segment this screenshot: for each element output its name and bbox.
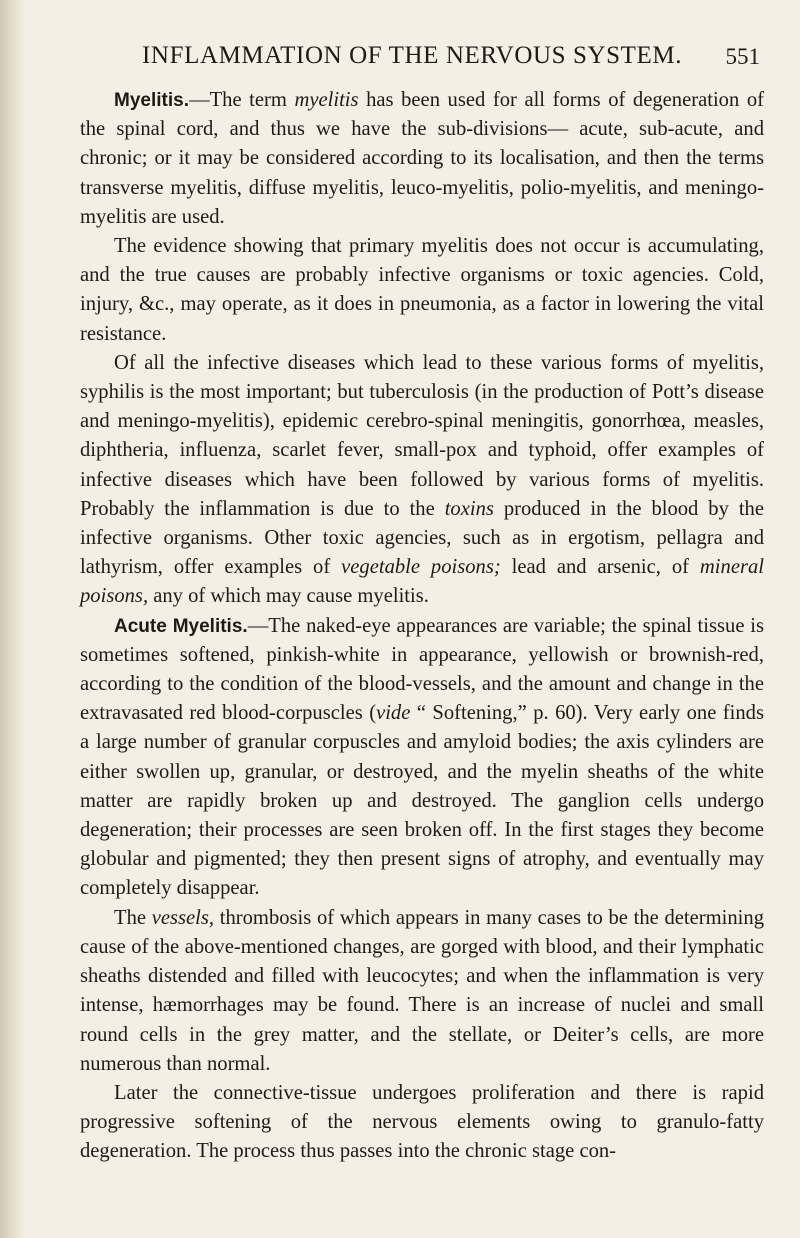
text-run: produced in the blood by the infective organisms. Other toxic agencies, such as in ergotism, pellagra and lathyrism, offer examples of (80, 497, 764, 579)
page-header (80, 42, 760, 78)
text-run: Later the connective-tissue undergoes proliferation and there is rapid progressive softening of the nervous elements owing to granulo-fatty degeneration. The process thus passes into the chronic stage con- (80, 1081, 764, 1163)
section-heading-acute-myelitis: Acute Myelitis. (114, 615, 248, 637)
paragraph-causes (80, 232, 764, 349)
paragraph-later-stage (80, 1079, 764, 1167)
italic-term: toxins (444, 497, 494, 520)
text-run: Of all the infective diseases which lead to these various forms of myelitis, syphilis is the most important; but tuberculosis (in the production of Pott’s disease and meningo-myelitis), epidemic cerebro-spinal meningitis, gonorrhœa, measles, diphtheria, influenza, scarlet fever, small-pox and typhoid, offer examples of infective diseases which have been followed by various forms of myelitis. Probably the inflammation is due to the (80, 351, 764, 520)
paragraph-acute-myelitis (80, 612, 764, 904)
paragraph-infective-diseases (80, 349, 764, 612)
italic-term: mineral poisons, (80, 556, 764, 608)
page-body (80, 86, 764, 1167)
section-heading-myelitis: Myelitis. (114, 90, 189, 111)
text-run: —The naked-eye appearances are variable; the spinal tissue is sometimes softened, pinkish-white in appearance, yellowish or brownish-red, according to the condition of the blood-vessels, and the amount and change in the extravasated red blood-corpuscles ( (80, 614, 764, 725)
italic-term: vide (376, 702, 411, 725)
text-run: —The term (188, 89, 295, 111)
running-head: INFLAMMATION OF THE NERVOUS SYSTEM. (142, 42, 683, 69)
italic-term: vegetable poisons; (341, 556, 501, 579)
text-run: lead and arsenic, of (500, 556, 700, 579)
page-gutter-shadow (0, 0, 26, 1238)
text-run: The evidence showing that primary myelitis does not occur is accumulating, and the true causes are probably infective organisms or toxic agencies. Cold, injury, &c., may operate, as it does in pneumonia, as a factor in lowering the vital resistance. (80, 235, 764, 345)
text-run: has been used for all forms of degeneration of the spinal cord, and thus we have the sub-divisions— acute, sub-acute, and chronic; or it may be considered according to its localisation, and then the terms transverse myelitis, diffuse myelitis, leuco-myelitis, polio-myelitis, and meningo-myelitis are used. (80, 89, 764, 228)
page-number: 551 (725, 44, 760, 69)
paragraph-myelitis (80, 86, 764, 232)
italic-term: vessels, (151, 906, 215, 929)
text-run: The (114, 906, 152, 929)
paragraph-vessels (80, 904, 764, 1079)
italic-term: myelitis (294, 89, 359, 111)
text-run: any of which may cause myelitis. (148, 585, 429, 608)
text-run: “ Softening,” p. 60). Very early one finds a large number of granular corpuscles and amyloid bodies; the axis cylinders are either swollen up, granular, or destroyed, and the myelin sheaths of the white matter are rapidly broken up and destroyed. The ganglion cells undergo degeneration; their processes are seen broken off. In the first stages they become globular and pigmented; they then present signs of atrophy, and eventually may completely disappear. (80, 702, 764, 900)
text-run: thrombosis of which appears in many cases to be the determining cause of the above-mentioned changes, are gorged with blood, and their lymphatic sheaths distended and filled with leucocytes; and when the inflammation is very intense, hæmorrhages may be found. There is an increase of nuclei and small round cells in the grey matter, and the stellate, or Deiter’s cells, are more numerous than normal. (80, 906, 764, 1075)
